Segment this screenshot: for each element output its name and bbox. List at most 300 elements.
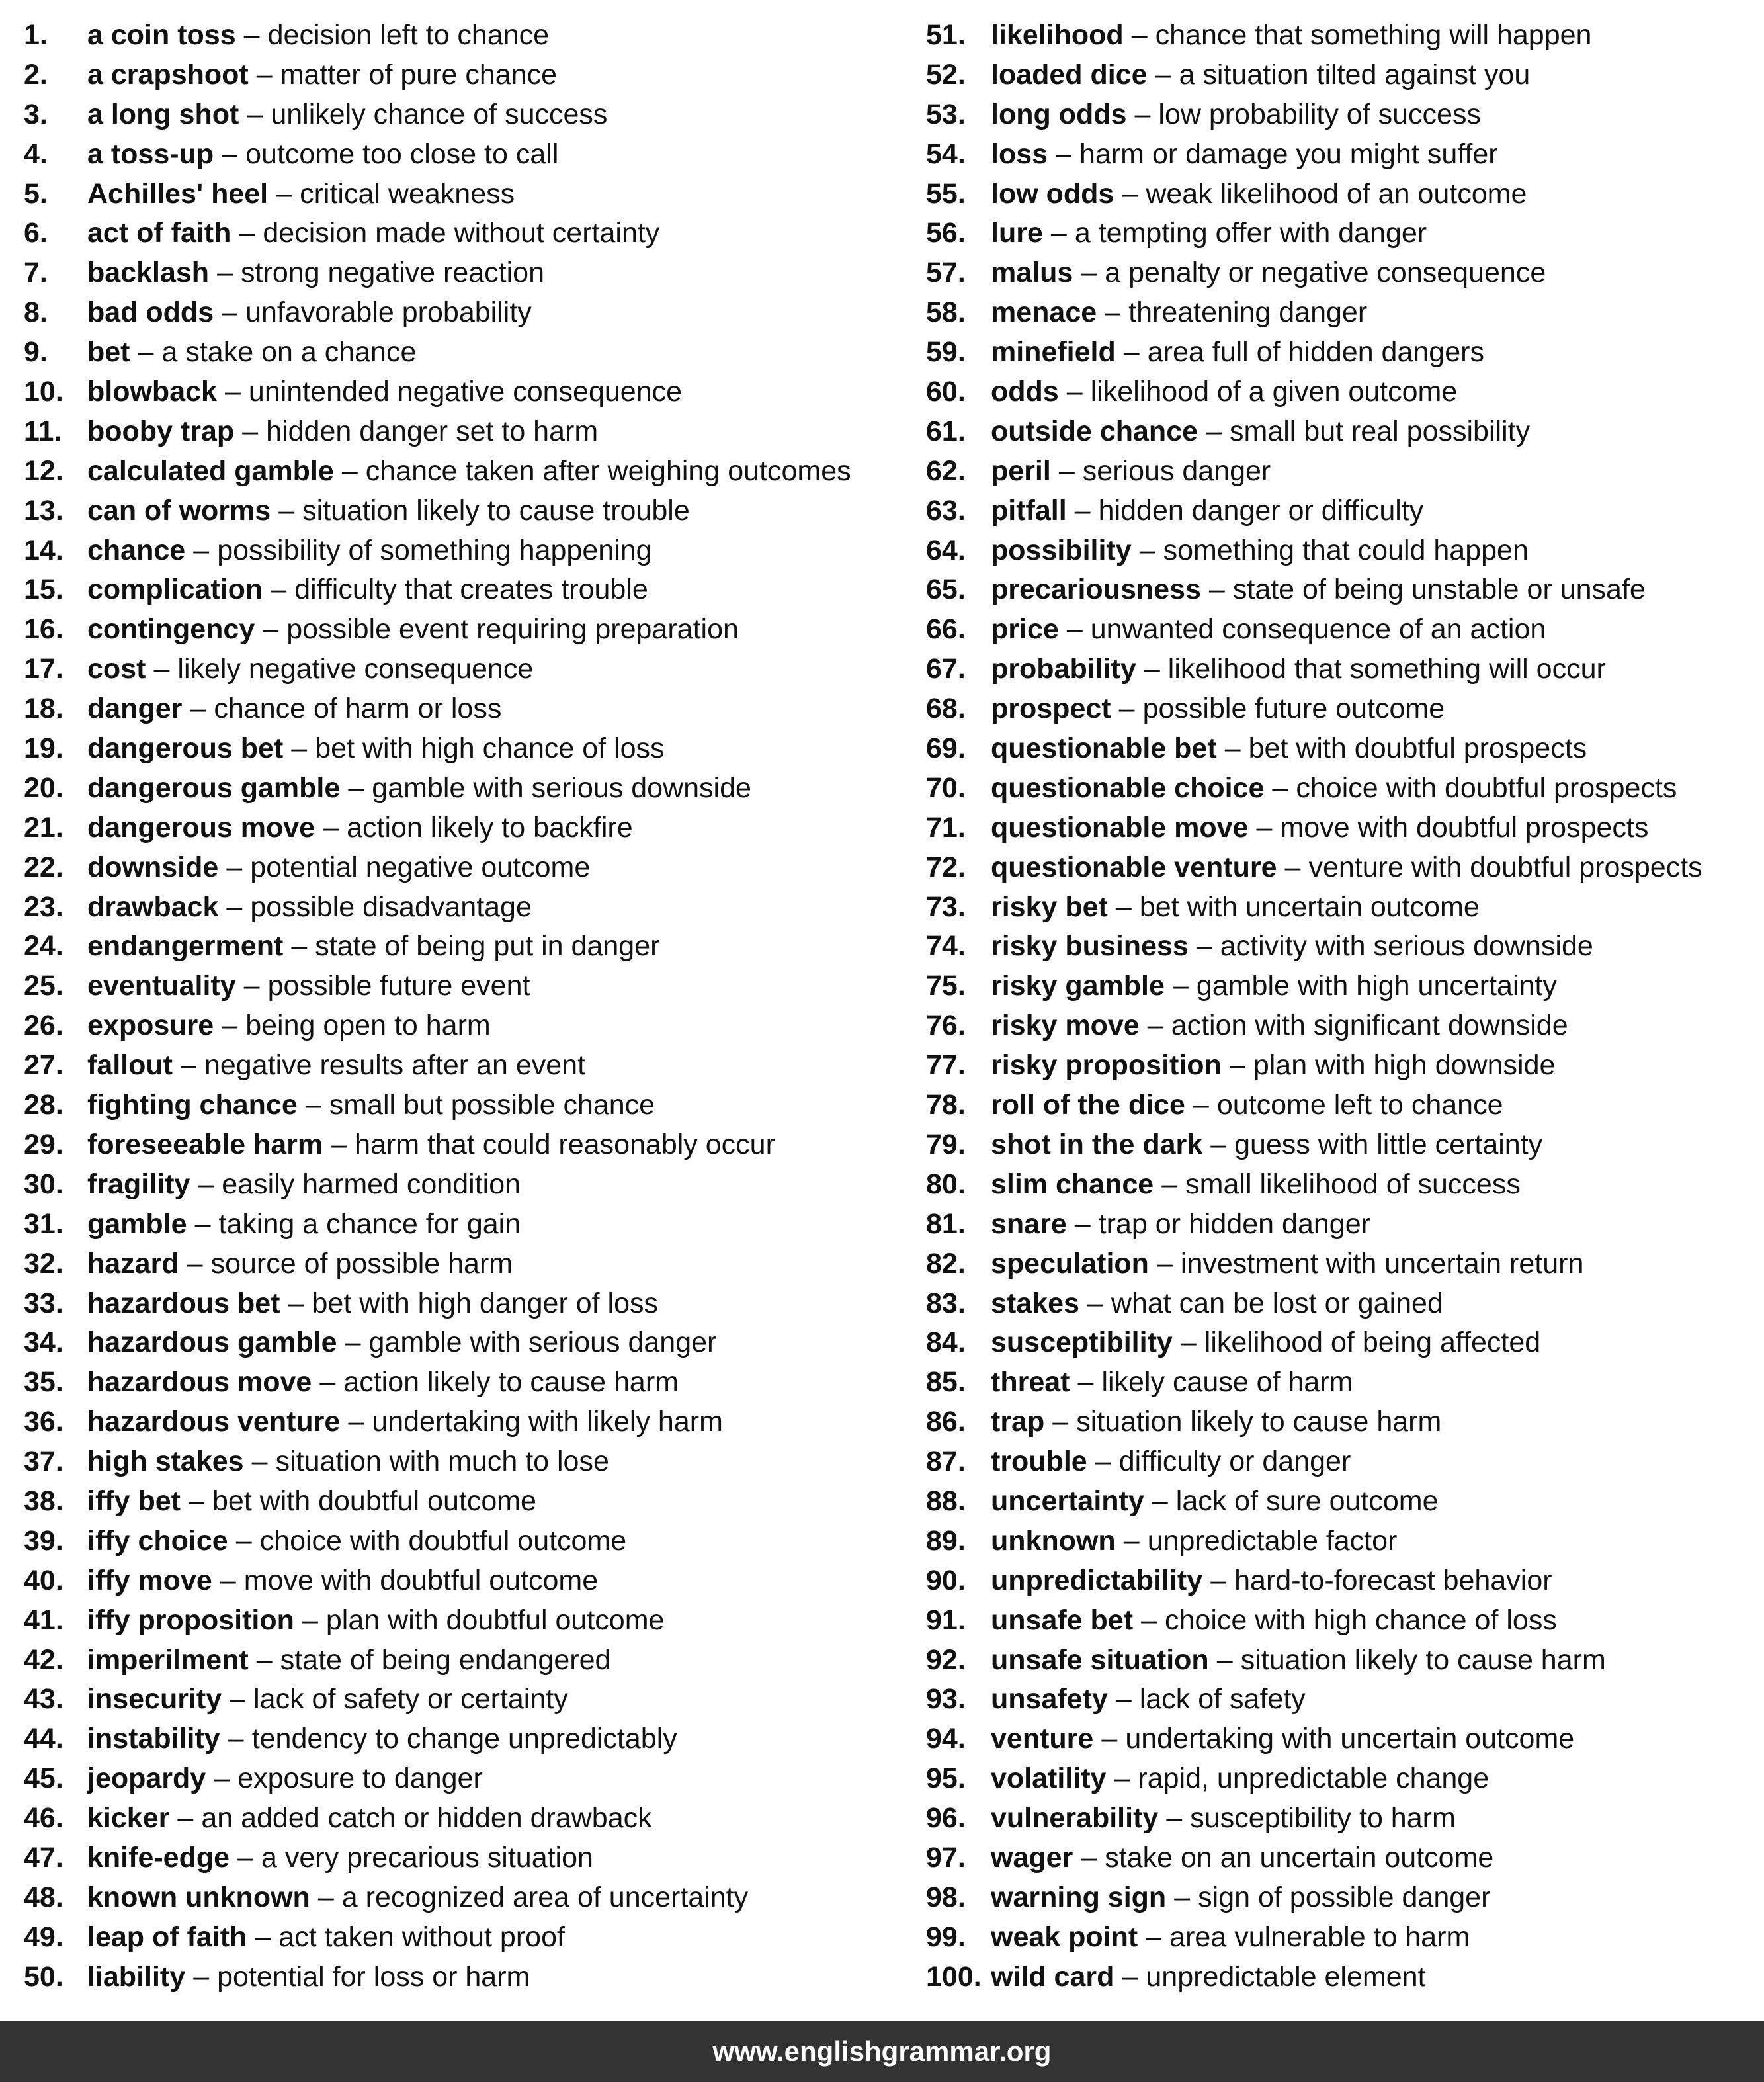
item-number: 95. bbox=[926, 1762, 966, 1795]
item-definition: being open to harm bbox=[245, 1010, 491, 1042]
item-term: malus bbox=[991, 257, 1073, 289]
item-dash: – bbox=[1172, 970, 1189, 1002]
item-dash: – bbox=[1196, 930, 1212, 963]
list-item bbox=[926, 967, 1759, 1006]
list-item bbox=[24, 1006, 910, 1046]
item-dash: – bbox=[224, 376, 241, 408]
item-dash: – bbox=[1118, 693, 1135, 725]
item-definition: act taken without proof bbox=[278, 1921, 565, 1953]
item-number: 79. bbox=[926, 1128, 966, 1160]
item-dash: – bbox=[1174, 1881, 1191, 1913]
item-number: 87. bbox=[926, 1446, 966, 1478]
list-item bbox=[926, 372, 1759, 412]
list-item bbox=[926, 56, 1759, 95]
item-term: dangerous move bbox=[87, 811, 315, 844]
list-item bbox=[926, 848, 1759, 888]
item-number: 17. bbox=[24, 653, 63, 685]
item-number: 80. bbox=[926, 1168, 966, 1200]
item-number: 45. bbox=[24, 1762, 63, 1795]
item-dash: – bbox=[263, 613, 279, 646]
item-term: precariousness bbox=[991, 574, 1201, 606]
item-term: hazard bbox=[87, 1247, 179, 1280]
item-term: risky business bbox=[991, 930, 1189, 963]
item-definition: rapid, unpredictable change bbox=[1138, 1762, 1490, 1795]
item-number: 47. bbox=[24, 1841, 63, 1874]
item-definition: situation likely to cause trouble bbox=[302, 494, 690, 527]
right-column bbox=[926, 16, 1759, 1997]
item-number: 58. bbox=[926, 296, 966, 329]
item-dash: – bbox=[1081, 257, 1097, 289]
list-item bbox=[24, 214, 910, 253]
item-definition: unlikely chance of success bbox=[271, 98, 608, 130]
list-item bbox=[926, 95, 1759, 135]
item-definition: gamble with serious downside bbox=[372, 771, 751, 804]
item-number: 49. bbox=[24, 1921, 63, 1953]
item-number: 6. bbox=[24, 217, 48, 249]
item-dash: – bbox=[1256, 811, 1273, 844]
item-dash: – bbox=[256, 58, 273, 91]
item-term: calculated gamble bbox=[87, 455, 334, 487]
item-definition: venture with doubtful prospects bbox=[1308, 851, 1702, 883]
item-number: 77. bbox=[926, 1049, 966, 1082]
item-term: questionable venture bbox=[991, 851, 1277, 883]
item-dash: – bbox=[1050, 217, 1067, 249]
item-term: uncertainty bbox=[991, 1485, 1144, 1517]
item-definition: serious danger bbox=[1082, 455, 1271, 487]
item-number: 29. bbox=[24, 1128, 63, 1160]
item-dash: – bbox=[1139, 534, 1155, 566]
item-definition: threatening danger bbox=[1128, 296, 1368, 329]
item-term: insecurity bbox=[87, 1683, 222, 1715]
item-term: peril bbox=[991, 455, 1051, 487]
item-number: 73. bbox=[926, 890, 966, 923]
item-dash: – bbox=[1229, 1049, 1245, 1082]
item-number: 15. bbox=[24, 574, 63, 606]
list-item bbox=[24, 1086, 910, 1125]
item-definition: hidden danger or difficulty bbox=[1098, 494, 1424, 527]
item-term: dangerous bet bbox=[87, 732, 284, 765]
item-term: likelihood bbox=[991, 19, 1124, 51]
item-definition: hidden danger set to harm bbox=[266, 415, 599, 447]
item-number: 36. bbox=[24, 1406, 63, 1438]
item-number: 100. bbox=[926, 1960, 982, 1993]
item-dash: – bbox=[291, 930, 308, 963]
item-definition: likelihood of a given outcome bbox=[1090, 376, 1458, 408]
item-number: 84. bbox=[926, 1326, 966, 1359]
item-definition: possible future event bbox=[267, 970, 530, 1002]
item-term: kicker bbox=[87, 1802, 170, 1835]
item-definition: situation with much to lose bbox=[275, 1446, 609, 1478]
item-term: eventuality bbox=[87, 970, 236, 1002]
item-dash: – bbox=[228, 1723, 244, 1755]
list-item bbox=[926, 1046, 1759, 1086]
item-number: 78. bbox=[926, 1089, 966, 1121]
item-term: jeopardy bbox=[87, 1762, 206, 1795]
list-item bbox=[24, 1165, 910, 1205]
list-item bbox=[24, 531, 910, 571]
item-number: 23. bbox=[24, 890, 63, 923]
item-dash: – bbox=[1122, 177, 1138, 210]
item-definition: action with significant downside bbox=[1171, 1010, 1568, 1042]
item-definition: harm or damage you might suffer bbox=[1079, 138, 1498, 170]
item-dash: – bbox=[271, 574, 287, 606]
item-number: 39. bbox=[24, 1524, 63, 1557]
item-definition: state of being endangered bbox=[280, 1643, 611, 1676]
item-term: snare bbox=[991, 1207, 1067, 1240]
item-number: 89. bbox=[926, 1524, 966, 1557]
item-term: dangerous gamble bbox=[87, 771, 341, 804]
item-dash: – bbox=[243, 19, 260, 51]
item-number: 46. bbox=[24, 1802, 63, 1835]
item-dash: – bbox=[251, 1446, 268, 1478]
item-dash: – bbox=[276, 177, 292, 210]
item-number: 2. bbox=[24, 58, 48, 91]
item-term: liability bbox=[87, 1960, 186, 1993]
item-term: risky gamble bbox=[991, 970, 1165, 1002]
item-term: iffy proposition bbox=[87, 1604, 294, 1636]
list-item bbox=[926, 1125, 1759, 1165]
list-item bbox=[24, 1205, 910, 1244]
item-number: 21. bbox=[24, 811, 63, 844]
item-definition: chance that something will happen bbox=[1155, 19, 1592, 51]
list-item bbox=[926, 1918, 1759, 1958]
item-term: loss bbox=[991, 138, 1048, 170]
item-number: 83. bbox=[926, 1287, 966, 1319]
item-term: prospect bbox=[991, 693, 1111, 725]
item-number: 51. bbox=[926, 19, 966, 51]
item-definition: small likelihood of success bbox=[1185, 1168, 1521, 1200]
item-term: speculation bbox=[991, 1247, 1149, 1280]
list-item bbox=[24, 808, 910, 848]
item-term: unpredictability bbox=[991, 1564, 1203, 1596]
list-item bbox=[24, 1680, 910, 1719]
item-number: 22. bbox=[24, 851, 63, 883]
item-dash: – bbox=[1161, 1168, 1178, 1200]
list-item bbox=[24, 1363, 910, 1403]
list-item bbox=[24, 888, 910, 928]
item-dash: – bbox=[1066, 376, 1083, 408]
list-item bbox=[926, 1006, 1759, 1046]
item-number: 50. bbox=[24, 1960, 63, 1993]
list-item bbox=[926, 1601, 1759, 1641]
item-term: long odds bbox=[991, 98, 1127, 130]
item-term: imperilment bbox=[87, 1643, 249, 1676]
item-dash: – bbox=[1095, 1446, 1111, 1478]
item-dash: – bbox=[242, 415, 259, 447]
list-item bbox=[926, 1522, 1759, 1561]
item-term: instability bbox=[87, 1723, 220, 1755]
item-definition: bet with uncertain outcome bbox=[1139, 890, 1480, 923]
list-item bbox=[926, 650, 1759, 689]
item-number: 75. bbox=[926, 970, 966, 1002]
item-number: 72. bbox=[926, 851, 966, 883]
item-term: bad odds bbox=[87, 296, 214, 329]
item-dash: – bbox=[1066, 613, 1083, 646]
footer-site-url: www.englishgrammar.org bbox=[712, 2036, 1052, 2067]
item-term: odds bbox=[991, 376, 1059, 408]
item-definition: gamble with high uncertainty bbox=[1196, 970, 1557, 1002]
list-item bbox=[24, 689, 910, 729]
item-definition: state of being put in danger bbox=[315, 930, 660, 963]
item-dash: – bbox=[291, 732, 308, 765]
item-definition: gamble with serious danger bbox=[368, 1326, 717, 1359]
item-definition: a stake on a chance bbox=[161, 336, 417, 369]
list-item bbox=[24, 1918, 910, 1958]
item-number: 10. bbox=[24, 376, 63, 408]
list-item bbox=[24, 927, 910, 967]
item-number: 70. bbox=[926, 771, 966, 804]
list-item bbox=[926, 808, 1759, 848]
item-number: 82. bbox=[926, 1247, 966, 1280]
item-dash: – bbox=[1131, 19, 1148, 51]
item-definition: trap or hidden danger bbox=[1098, 1207, 1370, 1240]
item-number: 43. bbox=[24, 1683, 63, 1715]
list-item bbox=[24, 412, 910, 452]
item-definition: decision made without certainty bbox=[263, 217, 660, 249]
list-item bbox=[926, 1799, 1759, 1839]
item-definition: likely negative consequence bbox=[177, 653, 534, 685]
list-item bbox=[926, 214, 1759, 253]
list-item bbox=[24, 1878, 910, 1918]
list-item bbox=[926, 531, 1759, 571]
item-dash: – bbox=[1152, 1485, 1168, 1517]
list-item bbox=[24, 1839, 910, 1878]
item-definition: critical weakness bbox=[300, 177, 515, 210]
item-definition: what can be lost or gained bbox=[1111, 1287, 1443, 1319]
item-term: gamble bbox=[87, 1207, 187, 1240]
item-number: 14. bbox=[24, 534, 63, 566]
list-item bbox=[24, 492, 910, 531]
item-number: 20. bbox=[24, 771, 63, 804]
item-definition: susceptibility to harm bbox=[1190, 1802, 1456, 1835]
item-term: shot in the dark bbox=[991, 1128, 1203, 1160]
list-item bbox=[24, 967, 910, 1006]
item-dash: – bbox=[341, 455, 358, 487]
item-dash: – bbox=[214, 1762, 230, 1795]
item-definition: taking a chance for gain bbox=[218, 1207, 521, 1240]
item-number: 88. bbox=[926, 1485, 966, 1517]
item-dash: – bbox=[1052, 1406, 1069, 1438]
item-dash: – bbox=[1123, 336, 1140, 369]
item-term: wager bbox=[991, 1841, 1073, 1874]
item-term: pitfall bbox=[991, 494, 1067, 527]
list-item bbox=[24, 452, 910, 492]
item-number: 16. bbox=[24, 613, 63, 646]
item-term: a coin toss bbox=[87, 19, 236, 51]
item-term: unsafe bet bbox=[991, 1604, 1134, 1636]
item-number: 61. bbox=[926, 415, 966, 447]
item-definition: low probability of success bbox=[1158, 98, 1481, 130]
item-number: 30. bbox=[24, 1168, 63, 1200]
item-definition: harm that could reasonably occur bbox=[355, 1128, 775, 1160]
item-term: fallout bbox=[87, 1049, 173, 1082]
item-number: 91. bbox=[926, 1604, 966, 1636]
item-term: leap of faith bbox=[87, 1921, 247, 1953]
item-term: susceptibility bbox=[991, 1326, 1173, 1359]
item-dash: – bbox=[243, 970, 260, 1002]
item-number: 1. bbox=[24, 19, 48, 51]
item-number: 59. bbox=[926, 336, 966, 369]
item-definition: area full of hidden dangers bbox=[1147, 336, 1484, 369]
item-definition: choice with doubtful outcome bbox=[259, 1524, 627, 1557]
item-term: chance bbox=[87, 534, 186, 566]
left-column bbox=[24, 16, 910, 1997]
item-dash: – bbox=[194, 1207, 211, 1240]
item-term: possibility bbox=[991, 534, 1132, 566]
list-item bbox=[926, 888, 1759, 928]
item-term: foreseeable harm bbox=[87, 1128, 323, 1160]
item-number: 25. bbox=[24, 970, 63, 1002]
item-term: wild card bbox=[991, 1960, 1114, 1993]
item-dash: – bbox=[1056, 138, 1071, 170]
item-number: 3. bbox=[24, 98, 48, 130]
item-term: can of worms bbox=[87, 494, 271, 527]
item-term: volatility bbox=[991, 1762, 1107, 1795]
item-term: hazardous gamble bbox=[87, 1326, 337, 1359]
item-definition: matter of pure chance bbox=[280, 58, 558, 91]
item-dash: – bbox=[138, 336, 154, 369]
item-term: loaded dice bbox=[991, 58, 1148, 91]
list-item bbox=[24, 769, 910, 808]
item-dash: – bbox=[1147, 1010, 1163, 1042]
list-item bbox=[24, 1719, 910, 1759]
list-item bbox=[24, 570, 910, 610]
item-term: endangerment bbox=[87, 930, 284, 963]
item-number: 33. bbox=[24, 1287, 63, 1319]
item-definition: possible future outcome bbox=[1142, 693, 1445, 725]
item-dash: – bbox=[1074, 494, 1091, 527]
item-number: 92. bbox=[926, 1643, 966, 1676]
item-definition: move with doubtful prospects bbox=[1280, 811, 1649, 844]
item-dash: – bbox=[187, 1247, 203, 1280]
item-definition: undertaking with uncertain outcome bbox=[1125, 1723, 1575, 1755]
list-item bbox=[24, 56, 910, 95]
item-number: 12. bbox=[24, 455, 63, 487]
item-definition: tendency to change unpredictably bbox=[251, 1723, 677, 1755]
item-number: 37. bbox=[24, 1446, 63, 1478]
list-item bbox=[24, 333, 910, 372]
item-definition: something that could happen bbox=[1163, 534, 1529, 566]
item-term: unsafe situation bbox=[991, 1643, 1209, 1676]
item-number: 48. bbox=[24, 1881, 63, 1913]
item-term: high stakes bbox=[87, 1446, 244, 1478]
item-definition: plan with high downside bbox=[1253, 1049, 1556, 1082]
item-dash: – bbox=[302, 1604, 318, 1636]
list-item bbox=[926, 1561, 1759, 1601]
item-definition: lack of safety or certainty bbox=[253, 1683, 568, 1715]
item-number: 19. bbox=[24, 732, 63, 765]
item-definition: guess with little certainty bbox=[1234, 1128, 1543, 1160]
item-definition: investment with uncertain return bbox=[1180, 1247, 1584, 1280]
item-dash: – bbox=[1216, 1643, 1233, 1676]
item-dash: – bbox=[226, 851, 243, 883]
item-definition: difficulty or danger bbox=[1118, 1446, 1351, 1478]
item-dash: – bbox=[1155, 58, 1171, 91]
item-dash: – bbox=[348, 771, 364, 804]
list-item bbox=[24, 293, 910, 333]
item-definition: possibility of something happening bbox=[217, 534, 652, 566]
item-definition: a tempting offer with danger bbox=[1074, 217, 1427, 249]
item-dash: – bbox=[256, 1643, 273, 1676]
item-definition: a penalty or negative consequence bbox=[1105, 257, 1546, 289]
item-number: 9. bbox=[24, 336, 48, 369]
item-dash: – bbox=[1087, 1287, 1103, 1319]
item-number: 60. bbox=[926, 376, 966, 408]
item-dash: – bbox=[220, 1564, 236, 1596]
item-term: weak point bbox=[991, 1921, 1138, 1953]
list-item bbox=[24, 1641, 910, 1680]
item-number: 85. bbox=[926, 1366, 966, 1399]
item-dash: – bbox=[1180, 1326, 1197, 1359]
list-item bbox=[926, 1205, 1759, 1244]
item-number: 65. bbox=[926, 574, 966, 606]
item-dash: – bbox=[1074, 1207, 1091, 1240]
item-dash: – bbox=[1166, 1802, 1183, 1835]
item-definition: outcome left to chance bbox=[1216, 1089, 1503, 1121]
item-term: unsafety bbox=[991, 1683, 1108, 1715]
list-item bbox=[926, 610, 1759, 650]
list-item bbox=[926, 689, 1759, 729]
list-item bbox=[24, 135, 910, 175]
item-number: 18. bbox=[24, 693, 63, 725]
item-number: 86. bbox=[926, 1406, 966, 1438]
item-dash: – bbox=[230, 1683, 246, 1715]
list-item bbox=[24, 16, 910, 56]
item-dash: – bbox=[323, 811, 339, 844]
item-number: 90. bbox=[926, 1564, 966, 1596]
item-definition: unpredictable element bbox=[1146, 1960, 1426, 1993]
list-item bbox=[926, 1244, 1759, 1284]
item-definition: weak likelihood of an outcome bbox=[1146, 177, 1527, 210]
list-item bbox=[24, 610, 910, 650]
item-number: 32. bbox=[24, 1247, 63, 1280]
list-item bbox=[926, 452, 1759, 492]
item-number: 74. bbox=[926, 930, 966, 963]
item-definition: chance of harm or loss bbox=[214, 693, 502, 725]
item-number: 81. bbox=[926, 1207, 966, 1240]
list-item bbox=[926, 16, 1759, 56]
list-item bbox=[926, 1680, 1759, 1719]
item-definition: choice with high chance of loss bbox=[1165, 1604, 1557, 1636]
item-definition: source of possible harm bbox=[210, 1247, 513, 1280]
list-item bbox=[24, 848, 910, 888]
item-number: 67. bbox=[926, 653, 966, 685]
list-item bbox=[926, 1442, 1759, 1482]
item-number: 5. bbox=[24, 177, 48, 210]
item-number: 71. bbox=[926, 811, 966, 844]
item-dash: – bbox=[239, 217, 255, 249]
item-dash: – bbox=[1101, 1723, 1118, 1755]
item-dash: – bbox=[1114, 1762, 1130, 1795]
list-item bbox=[926, 1482, 1759, 1522]
item-dash: – bbox=[1058, 455, 1075, 487]
item-dash: – bbox=[305, 1089, 321, 1121]
item-number: 63. bbox=[926, 494, 966, 527]
item-number: 27. bbox=[24, 1049, 63, 1082]
item-dash: – bbox=[1141, 1604, 1157, 1636]
item-dash: – bbox=[348, 1406, 364, 1438]
item-term: iffy move bbox=[87, 1564, 212, 1596]
item-dash: – bbox=[1115, 890, 1132, 923]
item-number: 52. bbox=[926, 58, 966, 91]
item-dash: – bbox=[317, 1881, 334, 1913]
item-term: a toss-up bbox=[87, 138, 214, 170]
item-definition: outcome too close to call bbox=[245, 138, 559, 170]
item-term: roll of the dice bbox=[991, 1089, 1185, 1121]
item-dash: – bbox=[198, 1168, 214, 1200]
item-number: 11. bbox=[24, 415, 62, 447]
item-term: minefield bbox=[991, 336, 1116, 369]
